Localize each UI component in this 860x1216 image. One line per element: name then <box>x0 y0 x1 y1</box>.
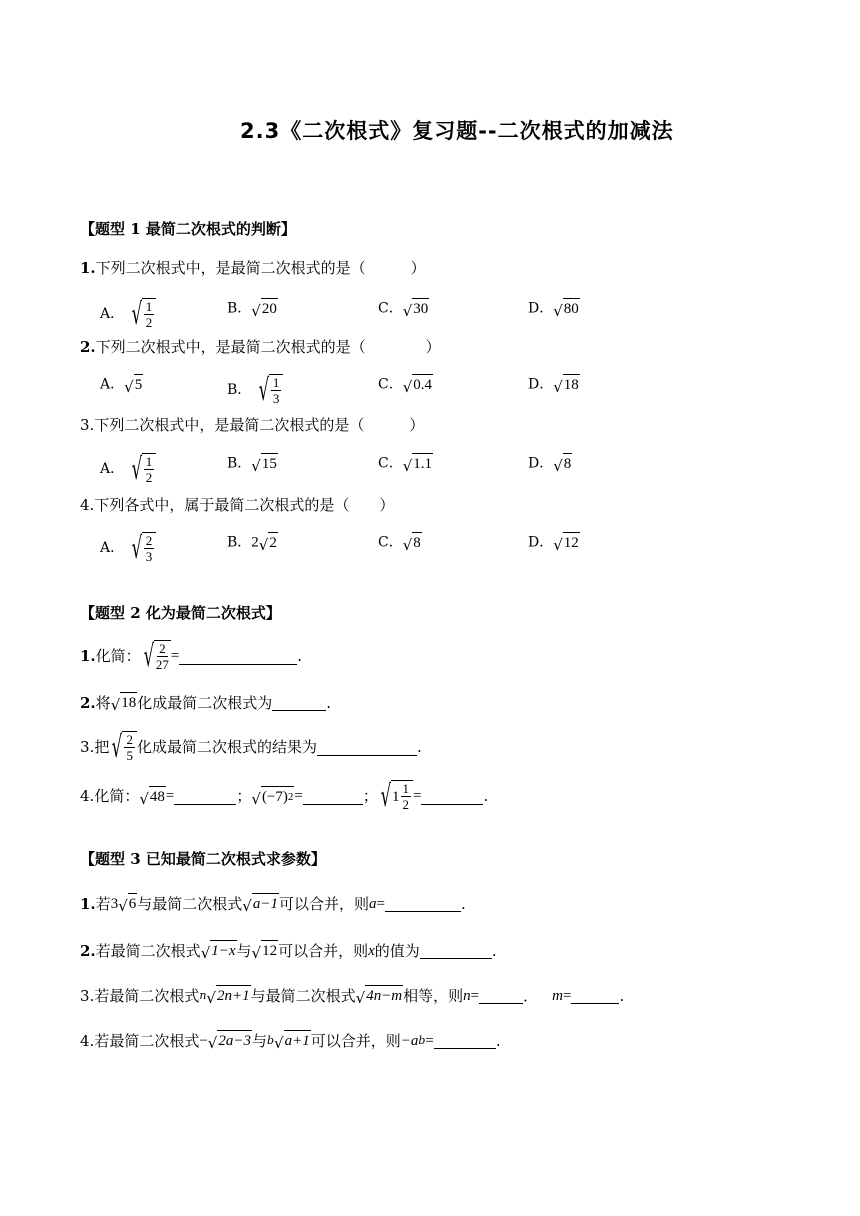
page-title: 2.3《二次根式》复习题--二次根式的加减法 <box>240 119 674 143</box>
option-d[interactable]: D． √ 80 <box>528 298 580 319</box>
section-3-heading: 【题型 3 已知最简二次根式求参数】 <box>80 850 326 868</box>
answer-blank-3[interactable] <box>421 788 483 805</box>
option-a[interactable]: A． √ $\frac{1}{2}$ <box>100 298 156 330</box>
question-2-1: 1. 化简： √ $\frac{2}{27}$ = . <box>80 639 303 674</box>
question-1-3: 3.下列二次根式中，是最简二次根式的是（ ） <box>80 416 425 434</box>
answer-blank-2[interactable] <box>303 788 363 805</box>
option-d[interactable]: D． √ 18 <box>528 374 580 395</box>
option-c[interactable]: C． √ 30 <box>378 298 429 319</box>
question-2-2: 2. 将 √ 18 化成最简二次根式为 . <box>80 693 332 714</box>
option-a[interactable]: A． √ $\frac{2}{3}$ <box>100 532 156 564</box>
question-1-2: 2.下列二次根式中，是最简二次根式的是（ ） <box>80 338 441 356</box>
option-c[interactable]: C． √ 0.4 <box>378 374 433 395</box>
answer-blank[interactable] <box>317 739 417 756</box>
answer-blank[interactable] <box>385 895 461 912</box>
option-b[interactable]: B． √ 15 <box>227 453 278 474</box>
question-1-1: 1.下列二次根式中，是最简二次根式的是（ ） <box>80 259 426 277</box>
answer-blank[interactable] <box>420 942 492 959</box>
section-1-heading: 【题型 1 最简二次根式的判断】 <box>80 220 296 238</box>
option-a[interactable]: A． √ $\frac{1}{2}$ <box>100 453 156 485</box>
question-1-4: 4.下列各式中，属于最简二次根式的是（ ） <box>80 496 395 514</box>
option-a[interactable]: A． √ 5 <box>100 374 143 395</box>
option-d[interactable]: D． √ 12 <box>528 532 580 553</box>
section-2-heading: 【题型 2 化为最简二次根式】 <box>80 604 281 622</box>
answer-blank-1[interactable] <box>174 788 236 805</box>
answer-blank-n[interactable] <box>479 987 523 1004</box>
options-1-1 <box>100 288 600 332</box>
answer-blank[interactable] <box>272 694 326 711</box>
options-1-3 <box>100 445 600 485</box>
question-2-4: 4. 化简： √ 48 = ； √ (−7) 2 = ； √ 1 $\frac{1}{2}$ = . <box>80 779 489 814</box>
options-1-4 <box>100 524 600 564</box>
options-1-2 <box>100 366 600 406</box>
option-b[interactable]: B． √ 20 <box>227 298 278 319</box>
option-d[interactable]: D． √ 8 <box>528 453 572 474</box>
option-b[interactable]: B．2 √ 2 <box>227 532 278 553</box>
answer-blank-m[interactable] <box>571 987 619 1004</box>
answer-blank[interactable] <box>179 648 297 665</box>
question-3-2: 2. 若最简二次根式 √ 1−x 与 √ 12 可以合并，则 x 的值为 . <box>80 941 497 962</box>
option-c[interactable]: C． √ 8 <box>378 532 422 553</box>
question-3-3: 3. 若最简二次根式 n √ 2n+1 与最简二次根式 √ 4n−m 相等，则 n = ． m = . <box>80 986 625 1007</box>
option-c[interactable]: C． √ 1.1 <box>378 453 433 474</box>
answer-blank[interactable] <box>434 1032 496 1049</box>
question-3-1: 1. 若 3 √ 6 与最简二次根式 √ a−1 可以合并，则 a = . <box>80 894 466 915</box>
question-2-3: 3. 把 √ $\frac{2}{5}$ 化成最简二次根式的结果为 . <box>80 730 422 765</box>
question-3-4: 4. 若最简二次根式 − √ 2a−3 与 b √ a+1 可以合并，则 −a b = . <box>80 1031 501 1052</box>
option-b[interactable]: B． √ $\frac{1}{3}$ <box>227 374 283 406</box>
